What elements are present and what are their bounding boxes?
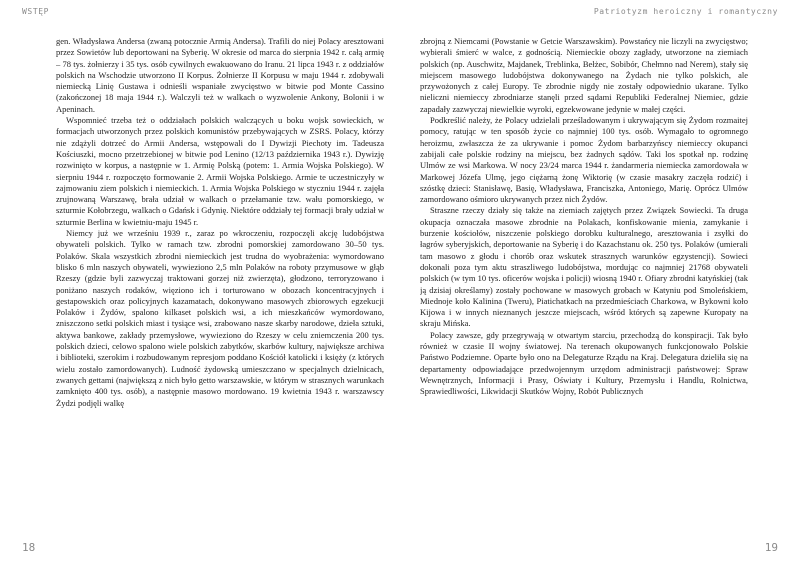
- paragraph: Podkreślić należy, że Polacy udzielali prześladowanym i ukrywającym się Żydom rozmaitej pomocy, ratując w ten sposób życie co najmniej 100 tys. osób. Wymagało to ogromnego heroizmu, zwłaszcza że za ukrywanie i pomoc Żydom barbarzyńscy niemieccy okupanci zabijali całe polskie rodziny na miejscu, bez żadnych sądów. Taki los spotkał np. rodzinę Ulmów ze wsi Markowa. W nocy 23/24 marca 1944 r. żandarmeria niemiecka zamordowała w Markowej Józefa Ulmę, jego ciężarną żonę Wiktorię (w czasie masakry zaczęła rodzić) i szóstkę dzieci: Stanisławę, Basię, Władysława, Franciszka, Antoniego, Marię. Oprócz Ulmów zamordowano ośmioro ukrywanych przez nich Żydów.: [420, 115, 748, 205]
- paragraph: Wspomnieć trzeba też o oddziałach polskich walczących u boku wojsk sowieckich, w formacjach utworzonych przez polskich komunistów przebywających w ZSRS. Polacy, którzy nie zdążyli dotrzeć do Armii Andersa, wstępowali do I Dywizji Piechoty im. Tadeusza Kościuszki, mocno przetrzebionej w bitwie pod Lenino (12/13 października 1943 r.). Dywizję rozwinięto w korpus, a następnie w 1. Armię Polską (potem: 1. Armia Wojska Polskiego). W sierpniu 1944 r. rozpoczęto formowanie 2. Armii Wojska Polskiego. Armie te uczestniczyły w zajmowaniu ziem polskich i niemieckich. 1. Armia Wojska Polskiego w styczniu 1944 r. zajęła zrujnowaną Warszawę, brała udział w walkach o przełamanie tzw. wału pomorskiego, w szturmie Kołobrzegu, walkach o Gdańsk i Gdynię. Niektóre oddziały tej formacji brały udział w szturmie Berlina w kwietniu-maju 1945 r.: [56, 115, 384, 227]
- left-page-text: [56, 36, 384, 536]
- right-page-text: [420, 36, 748, 536]
- page-number-right: 19: [764, 541, 778, 554]
- paragraph: Straszne rzeczy działy się także na ziemiach zajętych przez Związek Sowiecki. Ta druga okupacja oznaczała masowe zbrodnie na Polakach, konfiskowanie mienia, zamykanie i burzenie kościołów, niszczenie polskiego dorobku kulturalnego, aresztowania i zsyłki do łagrów syberyjskich, deportowanie na Syberię i do Kazachstanu ok. 250 tys. Polaków (umierali tam masowo z głodu i chorób oraz wskutek strasznych warunków egzystencji). Sowieci dokonali poza tym aktu straszliwego ludobójstwa, mordując co najmniej 21768 obywateli polskich (w tym 10 tys. oficerów wojska i policji) wiosną 1940 r. Ofiary zbrodni katyńskiej (tak ją dzisiaj określamy) zostały pochowane w masowych grobach w Katyniu pod Smoleńskiem, Miednoje koło Kalinina (Tweru), Piatichatkach na przedmieściach Charkowa, w Bykowni koło Kijowa i w innych nieznanych jeszcze miejscach, wśród których są zapewne Kuropaty na skraju Mińska.: [420, 205, 748, 329]
- paragraph: gen. Władysława Andersa (zwaną potocznie Armią Andersa). Trafili do niej Polacy aresztowani przez Sowietów lub deportowani na Syberię. W okresie od marca do sierpnia 1942 r. całą armię – 78 tys. żołnierzy i 35 tys. osób cywilnych ewakuowano do Iranu. 21 lipca 1943 r. z oddziałów polskich na Wschodzie utworzono II Korpus. Żołnierze II Korpusu w maju 1944 r. zdobywali niemiecką Linię Gustawa i odnieśli wspaniałe zwycięstwo w bitwie pod Monte Cassino (zakończonej 18 maja 1944 r.). Walczyli też w walkach o wyzwolenie Ankony, Bolonii i w Apeninach.: [56, 36, 384, 114]
- paragraph: zbrojną z Niemcami (Powstanie w Getcie Warszawskim). Powstańcy nie liczyli na zwycięstwo; wybierali śmierć w walce, z godnością. Niemieckie obozy zagłady, utworzone na ziemiach polskich (np. Auschwitz, Majdanek, Treblinka, Bełżec, Sobibór, Chełmno nad Nerem), stały się miejscem masowego ludobójstwa dokonywanego na Żydach nie tylko polskich, ale przywożonych z całej Europy. Te zbrodnie nigdy nie zostały odpowiednio ukarane. Tylko nieliczni niemieccy zbrodniarze stanęli przed sądami Republiki Federalnej Niemiec, gdzie zapadały zazwyczaj niewielkie wyroki, egzekwowane jedynie w małej części.: [420, 36, 748, 114]
- paragraph: Niemcy już we wrześniu 1939 r., zaraz po wkroczeniu, rozpoczęli akcję ludobójstwa obywateli polskich. Tylko w ramach tzw. zbrodni pomorskiej zamordowano 30–50 tys. Polaków. Skala wszystkich zbrodni niemieckich jest trudna do wyobrażenia: wymordowano blisko 6 mln naszych obywateli, wywieziono 2,5 mln Polaków na roboty przymusowe w głąb Rzeszy (gdzie byli zazwyczaj traktowani gorzej niż zwierzęta), głodzono, terroryzowano i poniżano naszych rodaków, więziono ich i torturowano w obozach koncentracyjnych i gestapowskich oraz policyjnych kazamatach, dokonywano masowych zbiorowych egzekucji Polaków i Żydów, spalono kilkaset polskich wsi, a ich mieszkańców wymordowano, zniszczono setki polskich miast i tysiące wsi, zrabowano nasze skarby narodowe, dzieła sztuki, aktywa bankowe, zakłady przemysłowe, wywieziono do Rzeszy w celu zniemczenia 200 tys. polskich dzieci, celowo spalono wiele polskich zabytków, skarbów kultury, największe archiwa i biblioteki, szerokim i rozbudowanym represjom poddano Kościół katolicki i księży (z których wielu zostało zamordowanych). Ludność żydowską umieszczano w specjalnych dzielnicach, zwanych gettami (największą z nich było getto warszawskie, w którym w strasznych warunkach zamknięto 400 tys. osób), a następnie masowo mordowano. 19 kwietnia 1943 r. warszawscy Żydzi podjęli walkę: [56, 228, 384, 408]
- running-head-right: Patriotyzm heroiczny i romantyczny: [593, 7, 778, 16]
- running-head-left: WSTĘP: [22, 7, 50, 16]
- paragraph: Polacy zawsze, gdy przegrywają w otwartym starciu, przechodzą do konspiracji. Tak było również w czasie II wojny światowej. Na terenach okupowanych funkcjonowało Polskie Państwo Podziemne. Oparte było ono na Delegaturze Rządu na Kraj. Delegatura dzieliła się na departamenty odpowiadające przedwojennym urzędom administracji państwowej: Spraw Wewnętrznych, Informacji i Prasy, Oświaty i Kultury, Przemysłu i Handlu, Rolnictwa, Sprawiedliwości, Likwidacji Skutków Wojny, Robót Publicznych: [420, 329, 748, 397]
- page-number-left: 18: [22, 541, 36, 554]
